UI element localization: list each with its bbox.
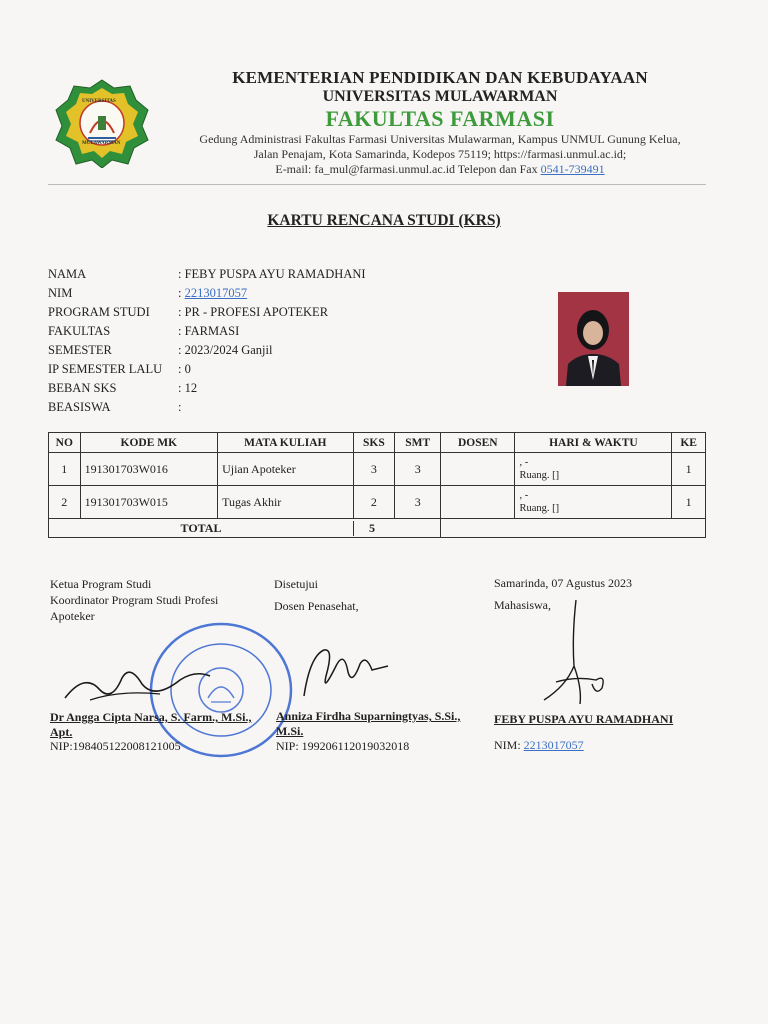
nim-label: NIM:	[494, 738, 524, 752]
cell-hari-waktu	[515, 486, 672, 519]
cell-ke: 1	[672, 453, 706, 486]
col-dosen: DOSEN	[441, 433, 515, 453]
nip-middle: NIP: 199206112019032018	[276, 739, 410, 753]
address-block	[160, 132, 720, 177]
info-value: :	[178, 286, 185, 300]
info-value: :	[178, 400, 182, 414]
role-disetujui: Disetujui	[274, 577, 318, 591]
info-label: BEBAN SKS	[48, 381, 117, 395]
address-line-1: Gedung Administrasi Fakultas Farmasi Universitas Mulawarman, Kampus UNMUL Gunung Kelua,	[199, 132, 681, 146]
info-value: : 12	[178, 381, 198, 395]
signature-middle	[274, 576, 464, 614]
cell-mata-kuliah: Tugas Akhir	[218, 486, 353, 519]
info-label: SEMESTER	[48, 343, 112, 357]
waktu-line: , -	[519, 490, 529, 501]
cell-ke: 1	[672, 486, 706, 519]
signature-scribble-right	[536, 596, 616, 708]
info-row-semester	[48, 343, 478, 362]
faculty-name: FAKULTAS FARMASI	[325, 106, 555, 131]
address-line-3	[160, 162, 720, 177]
info-row-fakultas	[48, 324, 478, 343]
col-hari-waktu: HARI & WAKTU	[515, 433, 672, 453]
cell-dosen	[441, 453, 515, 486]
cell-smt: 3	[395, 453, 441, 486]
address-line-2: Jalan Penajam, Kota Samarinda, Kodepos 75119; https://farmasi.unmul.ac.id;	[253, 147, 627, 161]
col-no: NO	[49, 433, 81, 453]
info-label: NAMA	[48, 267, 87, 281]
total-label: TOTAL	[180, 520, 222, 535]
col-ke: KE	[672, 433, 706, 453]
nim-link[interactable]: 2213017057	[184, 286, 248, 300]
signer-name-right: FEBY PUSPA AYU RAMADHANI	[494, 712, 674, 726]
info-label: PROGRAM STUDI	[48, 305, 150, 319]
waktu-line: , -	[519, 457, 529, 468]
cell-sks: 3	[353, 453, 395, 486]
cell-no: 2	[49, 486, 81, 519]
info-row-program	[48, 305, 478, 324]
course-table	[48, 432, 706, 538]
col-mata-kuliah: MATA KULIAH	[218, 433, 353, 453]
table-row	[49, 486, 706, 519]
nim-right	[494, 737, 584, 753]
nim-link-bottom[interactable]: 2213017057	[523, 738, 584, 752]
signature-scribble-left	[60, 650, 220, 710]
info-row-ip	[48, 362, 478, 381]
info-label: NIM	[48, 286, 73, 300]
cell-smt: 3	[395, 486, 441, 519]
signer-name-left: Dr Angga Cipta Narsa, S. Farm., M.Si., Apt.	[50, 710, 252, 739]
info-row-beasiswa	[48, 400, 478, 419]
total-sks: 5	[353, 521, 390, 536]
phone-link[interactable]: 0541-739491	[540, 162, 605, 176]
logo-text-top: UNIVERSITAS	[82, 99, 116, 104]
signer-name-middle: Anniza Firdha Suparningtyas, S.Si., M.Si.	[276, 709, 461, 738]
ruang-line: Ruang. []	[519, 503, 560, 514]
col-sks: SKS	[353, 433, 395, 453]
logo-text-bottom: MULAWARMAN	[82, 141, 121, 146]
table-header-row	[49, 433, 706, 453]
info-label: FAKULTAS	[48, 324, 111, 338]
cell-kode: 191301703W015	[80, 486, 218, 519]
sign-date: Samarinda, 07 Agustus 2023	[494, 576, 632, 590]
role-dosen: Dosen Penasehat,	[274, 599, 359, 613]
email-text: E-mail: fa_mul@farmasi.unmul.ac.id Telepon dan Fax	[275, 162, 541, 176]
cell-kode: 191301703W016	[80, 453, 218, 486]
signature-scribble-middle	[296, 636, 396, 708]
cell-mata-kuliah: Ujian Apoteker	[218, 453, 353, 486]
info-value: : 2023/2024 Ganjil	[178, 343, 273, 357]
header-divider	[48, 184, 706, 185]
table-row	[49, 453, 706, 486]
role-ketua: Ketua Program Studi	[50, 577, 152, 591]
cell-no: 1	[49, 453, 81, 486]
cell-sks: 2	[353, 486, 395, 519]
ministry-name: KEMENTERIAN PENDIDIKAN DAN KEBUDAYAAN	[232, 68, 648, 87]
info-value: : FEBY PUSPA AYU RAMADHANI	[178, 267, 366, 281]
student-info	[48, 267, 478, 419]
role-mahasiswa: Mahasiswa,	[494, 598, 551, 612]
role-koordinator: Koordinator Program Studi Profesi Apoteker	[50, 593, 219, 623]
signature-left	[50, 576, 240, 624]
info-label: BEASISWA	[48, 400, 111, 414]
cell-hari-waktu	[515, 453, 672, 486]
info-row-nama	[48, 267, 478, 286]
cell-dosen	[441, 486, 515, 519]
student-photo	[558, 292, 629, 386]
info-value: : PR - PROFESI APOTEKER	[178, 305, 329, 319]
page-title: KARTU RENCANA STUDI (KRS)	[267, 212, 501, 229]
total-row	[49, 519, 706, 538]
nip-left: NIP:198405122008121005	[50, 739, 181, 753]
info-value: : FARMASI	[178, 324, 240, 338]
university-logo	[54, 78, 150, 168]
info-row-sks	[48, 381, 478, 400]
ruang-line: Ruang. []	[519, 470, 560, 481]
col-smt: SMT	[395, 433, 441, 453]
col-kode: KODE MK	[80, 433, 218, 453]
info-label: IP SEMESTER LALU	[48, 362, 163, 376]
info-row-nim	[48, 286, 478, 305]
info-value: : 0	[178, 362, 191, 376]
university-name: UNIVERSITAS MULAWARMAN	[322, 88, 558, 105]
